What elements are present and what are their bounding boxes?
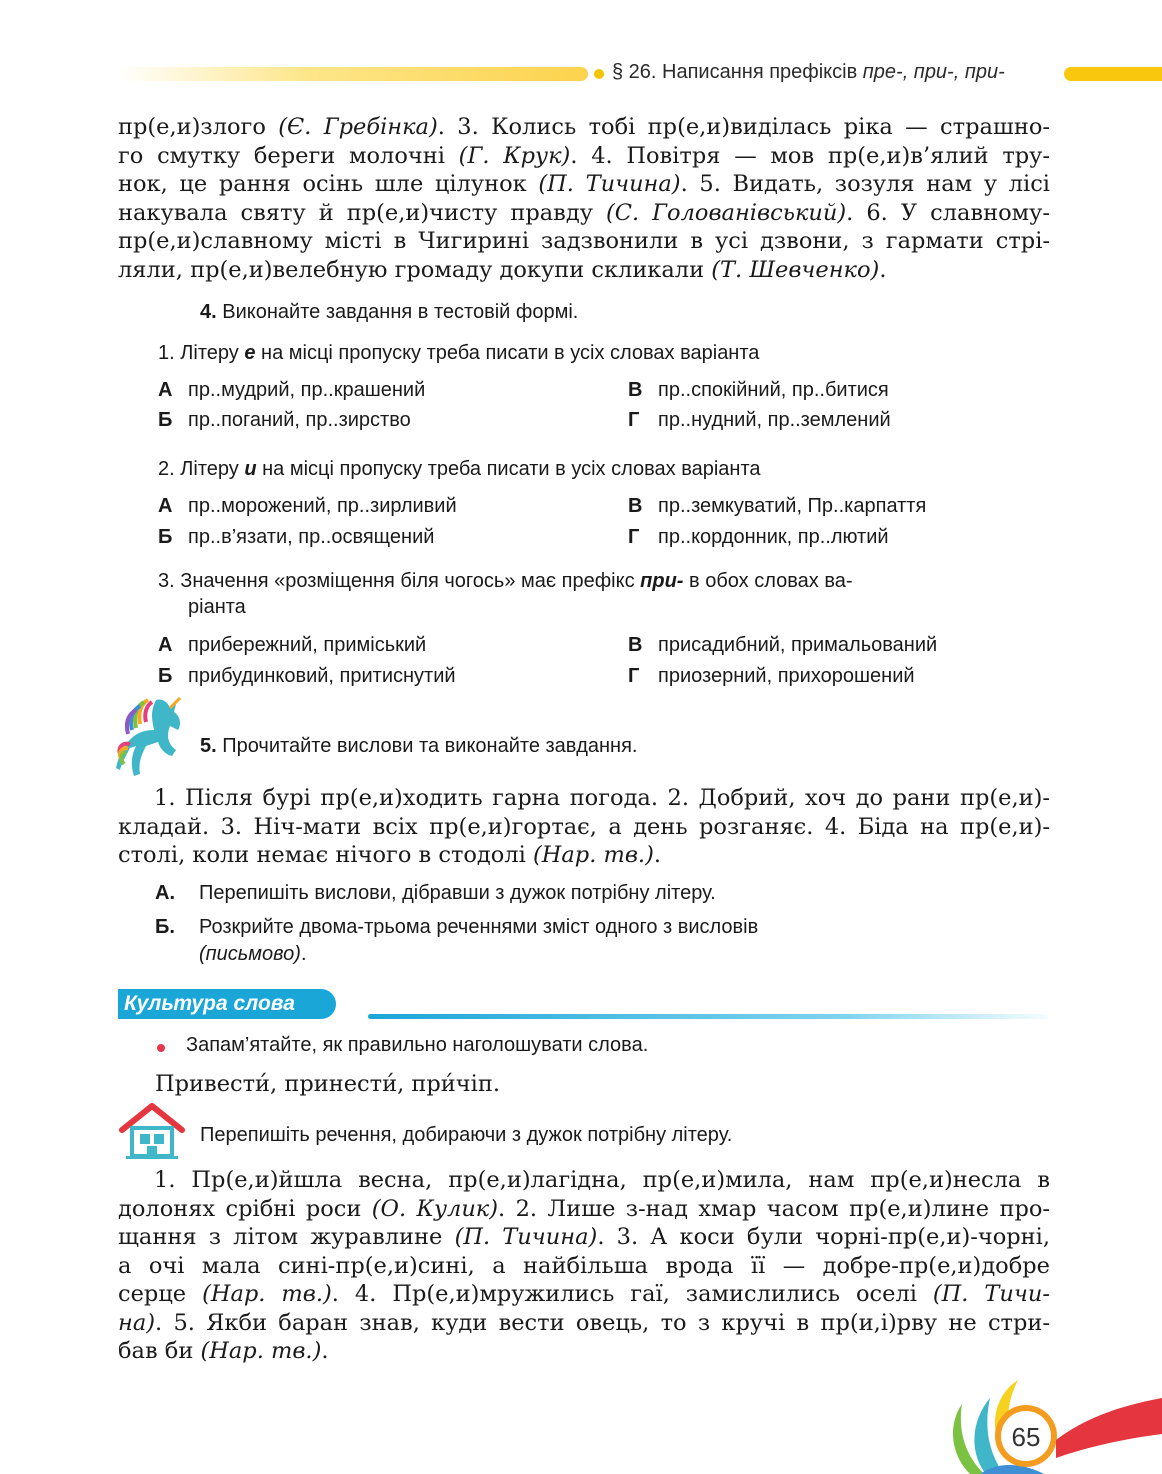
subtask-a: А. Перепишіть вислови, дібравши з дужок потрібну літеру.: [155, 882, 716, 904]
stress-words: Привести́, принести́, при́чіп.: [155, 1071, 501, 1097]
option-v: В присадибний, примальований: [628, 634, 938, 656]
section-divider-line: [368, 1014, 1048, 1019]
text-line: серце (Нар. тв.). 4. Пр(е,и)мружились гаї, замислились оселі (П. Тичи-: [118, 1281, 1051, 1307]
text-line: а очі мала сині-пр(е,и)сині, а найбільша врода її — добре-пр(е,и)добре: [118, 1252, 1050, 1279]
task-4-title: 4. Виконайте завдання в тестовій формі.: [200, 301, 579, 323]
option-b: Б пр..в’язати, пр..освящений: [158, 526, 435, 548]
question-1: 1. Літеру е на місці пропуску треба писати в усіх словах варіанта: [158, 342, 760, 364]
house-icon: [118, 1102, 186, 1160]
text-line: пр(е,и)злого (Є. Гребінка). 3. Колись тобі пр(е,и)виділась ріка — страшно-: [118, 114, 1050, 140]
text-line: бав би (Нар. тв.).: [118, 1338, 329, 1364]
text-line: ляли, пр(е,и)велебную громаду докупи скликали (Т. Шевченко).: [118, 256, 887, 283]
text-line: 1. Пр(е,и)йшла весна, пр(е,и)лагідна, пр(е,и)мила, нам пр(е,и)несла в: [154, 1167, 1050, 1193]
text-line: щання з літом журавлине (П. Тичина). 3. А коси були чорні-пр(е,и)-чорні,: [118, 1224, 1051, 1250]
section-badge-kultura-slova: Культура слова: [118, 989, 336, 1019]
page-number: 65: [1011, 1422, 1041, 1452]
text-line: кладай. 3. Ніч-мати всіх пр(е,и)гортає, а день розганяє. 4. Біда на пр(е,и)-: [118, 813, 1050, 840]
header-bullet-dot: [594, 69, 604, 79]
text-line: пр(е,и)славному місті в Чигирині задзвонили в усі дзвони, з гармати стрі-: [118, 228, 1050, 254]
section-title: § 26. Написання префіксів пре-, при-, при-: [612, 61, 1005, 83]
option-g: Г пр..кордонник, пр..лютий: [628, 526, 889, 548]
header-bar-left: [118, 67, 588, 81]
sayings-paragraph: [118, 784, 1050, 870]
text-line: нок, це рання осінь шле цілунок (П. Тичина). 5. Видать, зозуля нам у лісі: [118, 171, 1050, 197]
option-v: В пр..спокійний, пр..битися: [628, 379, 889, 401]
text-line: накувала святу й пр(е,и)чисту правду (С. Голованівський). 6. У славному-: [118, 199, 1050, 226]
option-b: Б пр..поганий, пр..зирство: [158, 409, 411, 431]
text-line: на). 5. Якби баран знав, куди вести овець, то з кручі в пр(и,і)рву не стри-: [118, 1309, 1050, 1336]
option-a: А пр..мудрий, пр..крашений: [158, 379, 426, 401]
text-line: 1. Після бурі пр(е,и)ходить гарна погода. 2. Добрий, хоч до рани пр(е,и)-: [154, 785, 1050, 811]
question-2: 2. Літеру и на місці пропуску треба писати в усіх словах варіанта: [158, 458, 761, 480]
remember-instruction: Запам’ятайте, як правильно наголошувати слова.: [186, 1034, 649, 1056]
page-corner-decoration: [940, 1374, 1162, 1474]
unicorn-icon: [116, 696, 198, 782]
option-b: Б прибудинковий, притиснутий: [158, 665, 456, 687]
option-g: Г пр..нудний, пр..землений: [628, 409, 891, 431]
question-3: 3. Значення «розміщення біля чогось» має префікс при- в обох словах ва- ріанта: [158, 570, 853, 618]
homework-paragraph: [118, 1166, 1050, 1366]
homework-instruction: Перепишіть речення, добираючи з дужок потрібну літеру.: [200, 1124, 733, 1146]
option-a: А пр..морожений, пр..зирливий: [158, 495, 457, 517]
text-line: столі, коли немає нічого в стодолі (Нар. тв.).: [118, 842, 662, 868]
option-a: А прибережний, приміський: [158, 634, 427, 656]
option-g: Г приозерний, прихорошений: [628, 665, 915, 687]
header-bar-right: [1064, 67, 1162, 81]
text-line: го смутку береги молочні (Г. Крук). 4. Повітря — мов пр(е,и)в’ялий тру-: [118, 142, 1051, 169]
paragraph-continuation: [118, 113, 1050, 284]
bullet-dot: [157, 1044, 165, 1052]
option-v: В пр..земкуватий, Пр..карпаття: [628, 495, 927, 517]
subtask-b: Б. Розкрийте двома-трьома реченнями зміст одного з висловів (письмово).: [155, 916, 759, 965]
task-5-title: 5. Прочитайте вислови та виконайте завдання.: [200, 735, 638, 757]
text-line: долонях срібні роси (О. Кулик). 2. Лише з-над хмар часом пр(е,и)лине про-: [118, 1195, 1051, 1222]
